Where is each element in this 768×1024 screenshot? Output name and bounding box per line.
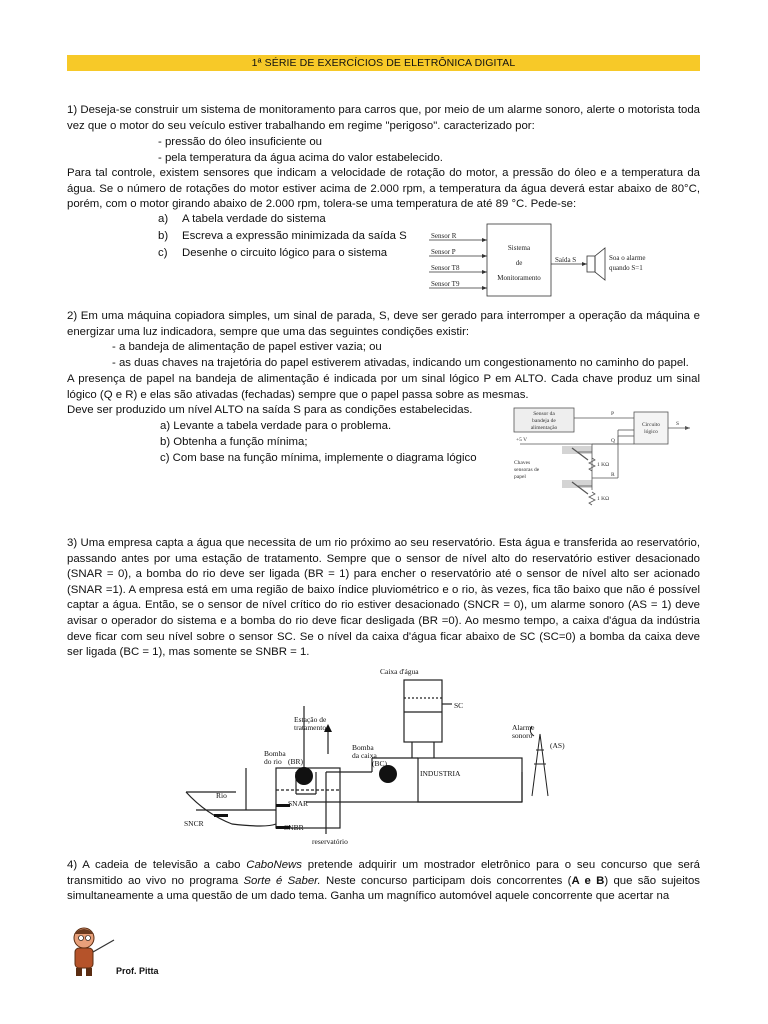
signal-label: S	[676, 421, 680, 427]
switch-label: Chaves	[514, 460, 531, 466]
q2-copier-diagram	[508, 404, 698, 516]
q3-text: 3) Uma empresa capta a água que necessita de um rio próximo ao seu reservatório. Esta água e transferida ao reservatório, passando antes por uma estação de tratamento. Sempre que o sensor de nível alto do reservatório estiver desacionado (SNAR = 0), a bomba do rio deve ser ligada (BR = 1) para encher o reservatório até o sensor de nível alto ser acionado (SNAR =1). A empresa está em uma região de baixo índice pluviométrico e o rio, às vezes, fica tão baixo que não é possível captar a água. Então, se o sensor de nível crítico do rio estiver desacionado (SNCR = 0), um alarme sonoro (AS = 1) deve avisar o operador do sistema e a bomba do rio deve ficar desligada (BR =0). Ao mesmo tempo, a caixa d'água da indústria deve ficar com seu nível sobre o sensor SC. Se o nível da caixa d'água ficar abaixo de SC (SC=0) a bomba da caixa deve ser ligada (BC = 1), mas somente se SNBR = 1.	[67, 537, 700, 659]
circuit-label: Circuito	[641, 422, 661, 428]
signal-label: P	[611, 411, 615, 417]
alarm-label: Alarme	[512, 723, 535, 732]
pump-label: Bomba	[264, 749, 286, 758]
pump-label: do rio	[264, 757, 282, 766]
sensor-label: Sensor da	[533, 411, 555, 417]
sensor-label: alimentação	[530, 425, 558, 431]
switch-label: papel	[514, 474, 526, 480]
resistor-label: 1 KΩ	[597, 496, 610, 502]
sensor-label: Sensor T9	[431, 280, 460, 288]
q1-intro: 1) Deseja-se construir um sistema de monitoramento para carros que, por meio de um alarme sonoro, alerte o motorista toda vez que o motor do seu veículo estiver trabalhando em regime "perigoso". caracterizado por:	[67, 104, 700, 132]
q1-item: c) Desenhe o circuito lógico para o sistema	[158, 247, 388, 259]
box-label: de	[515, 259, 523, 267]
q1-condition: - pela temperatura da água acima do valor estabelecido.	[158, 152, 443, 164]
supply-label: +5 V	[516, 437, 528, 443]
q4-text: 4) A cadeia de televisão a cabo CaboNews pretende adquirir um mostrador eletrônico para o seu concurso que será transmitido ao vivo no programa Sorte é Saber. Neste concurso participam dois concorrentes (A e B) que são sujeitos simultaneamente a uma questão de um dado tema. Ganha um magnífico automóvel aquele concorrente que acertar na	[67, 859, 700, 903]
q3-water-system-diagram	[176, 664, 592, 850]
q2-body-2: Deve ser produzido um nível ALTO na saída S para as condições estabelecidas.	[67, 404, 473, 416]
box-label: Sistema	[507, 244, 531, 252]
sensor-label: Sensor R	[431, 232, 457, 240]
sensor-label: Sensor T8	[431, 264, 460, 272]
q1-condition: - pressão do óleo insuficiente ou	[158, 136, 323, 148]
circuit-label: lógico	[644, 429, 658, 435]
q1-monitoring-diagram	[425, 218, 695, 302]
professor-mascot-icon	[62, 922, 118, 978]
q2-condition: - as duas chaves na trajetória do papel estiverem ativadas, indicando um congestionamento no caminho do papel.	[112, 357, 689, 369]
pump-label: Bomba	[352, 743, 374, 752]
q2-item: c) Com base na função mínima, implemente o diagrama lógico	[160, 452, 477, 464]
alarm-label: quando S=1	[609, 264, 643, 272]
alarm-label: Soa o alarme	[609, 254, 646, 262]
sensor-label: SNBR	[284, 823, 304, 832]
tank-label: Caixa d'água	[380, 667, 419, 676]
q1-item: b) Escreva a expressão minimizada da saída S	[158, 230, 407, 242]
box-label: Monitoramento	[497, 274, 541, 282]
reservoir-label: reservatório	[312, 837, 348, 846]
station-label: Estação de	[294, 715, 327, 724]
pump-label: da caixa	[352, 751, 377, 760]
pump-label: (BC)	[372, 759, 387, 768]
signal-label: R	[611, 472, 615, 478]
q2-intro: 2) Em uma máquina copiadora simples, um sinal de parada, S, deve ser gerado para interromper a operação da máquina e energizar uma luz indicadora, sempre que uma das seguintes condições existir:	[67, 310, 700, 338]
output-label: Saída S	[555, 256, 577, 264]
sensor-label: SC	[454, 701, 464, 710]
q2-item: b) Obtenha a função mínima;	[160, 436, 308, 448]
q2-body: A presença de papel na bandeja de alimentação é indicada por um sinal lógico P em ALTO. Cada chave produz um sinal lógico (Q e R) e elas são ativadas (fechadas) sempre que o papel passa sobre as mesmas.	[67, 373, 700, 401]
industry-label: INDUSTRIA	[420, 769, 461, 778]
q1-item: a) A tabela verdade do sistema	[158, 213, 326, 225]
signal-label: Q	[611, 438, 615, 444]
alarm-label: (AS)	[550, 741, 565, 750]
river-label: Rio	[216, 791, 227, 800]
switch-label: sensoras de	[514, 467, 540, 473]
author-label: Prof. Pitta	[116, 966, 159, 976]
q2-condition: - a bandeja de alimentação de papel estiver vazia; ou	[112, 341, 382, 353]
sensor-label: Sensor P	[431, 248, 456, 256]
sensor-label: bandeja de	[532, 418, 556, 424]
q2-item: a) Levante a tabela verdade para o problema.	[160, 420, 392, 432]
q1-body: Para tal controle, existem sensores que indicam a velocidade de rotação do motor, a pressão do óleo e a temperatura da água. Se o número de rotações do motor estiver acima de 2.000 rpm, a temperatura da água deverá estar abaixo de 80°C, porém, com o motor girando abaixo de 2.000 rpm, tolera-se uma temperatura de até 89 °C. Pede-se:	[67, 167, 700, 211]
station-label: tratamento	[294, 723, 327, 732]
resistor-label: 1 KΩ	[597, 462, 610, 468]
alarm-label: sonoro	[512, 731, 533, 740]
pump-label: (BR)	[288, 757, 303, 766]
sensor-label: SNCR	[184, 819, 204, 828]
page-title-banner: 1ª SÉRIE DE EXERCÍCIOS DE ELETRÔNICA DIGITAL	[67, 55, 700, 71]
sensor-label: SNAR	[288, 799, 309, 808]
